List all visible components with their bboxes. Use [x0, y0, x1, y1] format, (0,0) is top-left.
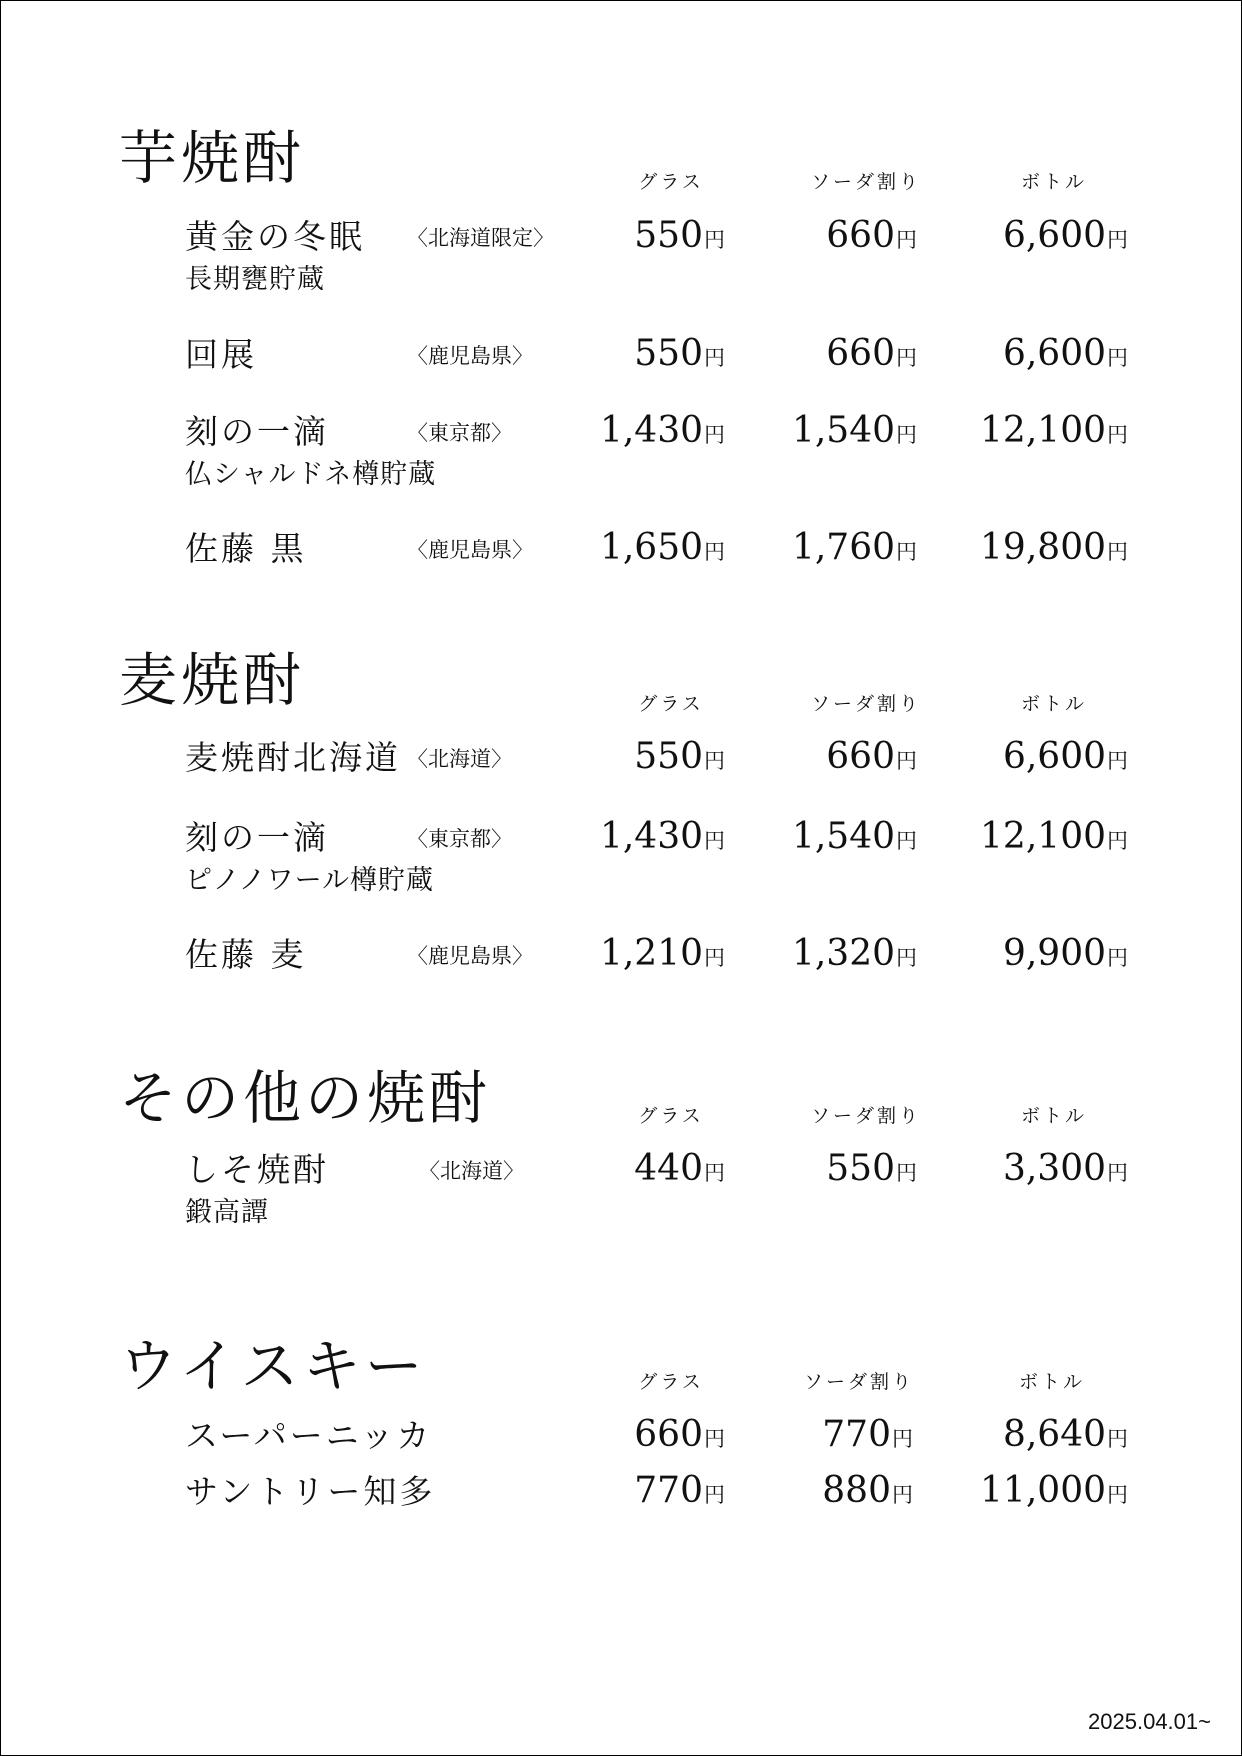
- item-origin: 〈北海道〉: [419, 1159, 524, 1183]
- price-glass: 440円: [634, 1148, 725, 1189]
- yen-unit: 円: [896, 346, 917, 370]
- price-bottle: 8,640円: [1002, 1414, 1128, 1455]
- price-soda: 1,540円: [791, 816, 917, 857]
- yen-unit: 円: [1107, 1161, 1128, 1185]
- price-glass: 1,210円: [599, 933, 725, 974]
- item-origin: 〈北海道限定〉: [407, 226, 554, 250]
- item-name: 刻の一滴: [185, 412, 329, 451]
- yen-unit: 円: [704, 346, 725, 370]
- menu-item: [1, 410, 1241, 505]
- menu-item: [1, 1470, 1241, 1565]
- price-soda: 770円: [822, 1414, 913, 1455]
- yen-unit: 円: [704, 228, 725, 252]
- price-soda: 660円: [826, 333, 917, 374]
- item-name: 黄金の冬眠: [185, 217, 365, 256]
- col-header-soda: ソーダ割り: [803, 1371, 914, 1393]
- price-bottle: 12,100円: [980, 816, 1128, 857]
- item-name: 回展: [185, 335, 257, 374]
- col-header-bottle: ボトル: [1020, 1105, 1087, 1127]
- yen-unit: 円: [896, 423, 917, 447]
- price-soda: 1,320円: [791, 933, 917, 974]
- price-bottle: 9,900円: [1002, 933, 1128, 974]
- price-bottle: 19,800円: [980, 527, 1128, 568]
- price-glass: 550円: [634, 333, 725, 374]
- item-origin: 〈鹿児島県〉: [407, 538, 533, 562]
- yen-unit: 円: [1107, 1427, 1128, 1451]
- item-subtitle: 仏シャルドネ樽貯蔵: [185, 459, 437, 490]
- menu-item: [1, 816, 1241, 911]
- yen-unit: 円: [1107, 540, 1128, 564]
- price-glass: 1,430円: [599, 410, 725, 451]
- item-subtitle: 鍛高譚: [185, 1197, 269, 1228]
- menu-item: [1, 1148, 1241, 1243]
- col-header-glass: グラス: [638, 171, 704, 193]
- price-glass: 1,650円: [599, 527, 725, 568]
- item-subtitle: ピノノワール樽貯蔵: [185, 865, 435, 896]
- col-header-bottle: ボトル: [1018, 1371, 1085, 1393]
- item-name: スーパーニッカ: [185, 1416, 433, 1455]
- price-bottle: 6,600円: [1002, 736, 1128, 777]
- section-title: その他の焼酎: [119, 1064, 492, 1132]
- item-origin: 〈東京都〉: [407, 421, 512, 445]
- yen-unit: 円: [892, 1483, 913, 1507]
- item-origin: 〈鹿児島県〉: [407, 344, 533, 368]
- col-header-soda: ソーダ割り: [810, 171, 921, 193]
- col-header-glass: グラス: [638, 693, 704, 715]
- item-subtitle: 長期甕貯蔵: [185, 264, 325, 295]
- menu-item: [1, 527, 1241, 622]
- price-bottle: 11,000円: [980, 1470, 1128, 1511]
- yen-unit: 円: [1107, 749, 1128, 773]
- yen-unit: 円: [896, 540, 917, 564]
- yen-unit: 円: [1107, 228, 1128, 252]
- price-glass: 660円: [634, 1414, 725, 1455]
- price-soda: 660円: [826, 215, 917, 256]
- yen-unit: 円: [896, 946, 917, 970]
- price-glass: 550円: [634, 736, 725, 777]
- yen-unit: 円: [1107, 946, 1128, 970]
- yen-unit: 円: [704, 540, 725, 564]
- yen-unit: 円: [704, 749, 725, 773]
- col-header-bottle: ボトル: [1020, 693, 1087, 715]
- col-header-soda: ソーダ割り: [810, 1105, 921, 1127]
- yen-unit: 円: [704, 829, 725, 853]
- price-bottle: 3,300円: [1002, 1148, 1128, 1189]
- col-header-bottle: ボトル: [1020, 171, 1087, 193]
- section-title: 芋焼酎: [119, 124, 306, 192]
- menu-item: [1, 933, 1241, 1028]
- item-name: しそ焼酎: [185, 1150, 329, 1189]
- item-origin: 〈東京都〉: [407, 827, 512, 851]
- item-origin: 〈鹿児島県〉: [407, 944, 533, 968]
- item-name: 刻の一滴: [185, 818, 329, 857]
- item-origin: 〈北海道〉: [407, 747, 512, 771]
- yen-unit: 円: [1107, 346, 1128, 370]
- item-name: 麦焼酎北海道: [185, 738, 401, 777]
- price-soda: 550円: [826, 1148, 917, 1189]
- yen-unit: 円: [896, 829, 917, 853]
- yen-unit: 円: [896, 749, 917, 773]
- price-bottle: 6,600円: [1002, 333, 1128, 374]
- section-title: ウイスキー: [119, 1332, 427, 1400]
- yen-unit: 円: [1107, 1483, 1128, 1507]
- yen-unit: 円: [704, 946, 725, 970]
- menu-item: [1, 215, 1241, 310]
- price-glass: 1,430円: [599, 816, 725, 857]
- col-header-soda: ソーダ割り: [810, 693, 921, 715]
- yen-unit: 円: [896, 228, 917, 252]
- col-header-glass: グラス: [638, 1105, 704, 1127]
- yen-unit: 円: [1107, 829, 1128, 853]
- yen-unit: 円: [704, 1427, 725, 1451]
- section-title: 麦焼酎: [119, 646, 306, 714]
- effective-date: 2025.04.01~: [1088, 1709, 1211, 1734]
- yen-unit: 円: [1107, 423, 1128, 447]
- yen-unit: 円: [896, 1161, 917, 1185]
- yen-unit: 円: [704, 1483, 725, 1507]
- price-bottle: 6,600円: [1002, 215, 1128, 256]
- col-header-glass: グラス: [638, 1371, 704, 1393]
- price-soda: 880円: [822, 1470, 913, 1511]
- item-name: 佐藤 黒: [185, 529, 307, 568]
- yen-unit: 円: [704, 1161, 725, 1185]
- price-soda: 1,540円: [791, 410, 917, 451]
- price-soda: 1,760円: [791, 527, 917, 568]
- price-glass: 550円: [634, 215, 725, 256]
- item-name: サントリー知多: [185, 1472, 436, 1511]
- price-soda: 660円: [826, 736, 917, 777]
- yen-unit: 円: [892, 1427, 913, 1451]
- item-name: 佐藤 麦: [185, 935, 307, 974]
- price-glass: 770円: [634, 1470, 725, 1511]
- price-bottle: 12,100円: [980, 410, 1128, 451]
- yen-unit: 円: [704, 423, 725, 447]
